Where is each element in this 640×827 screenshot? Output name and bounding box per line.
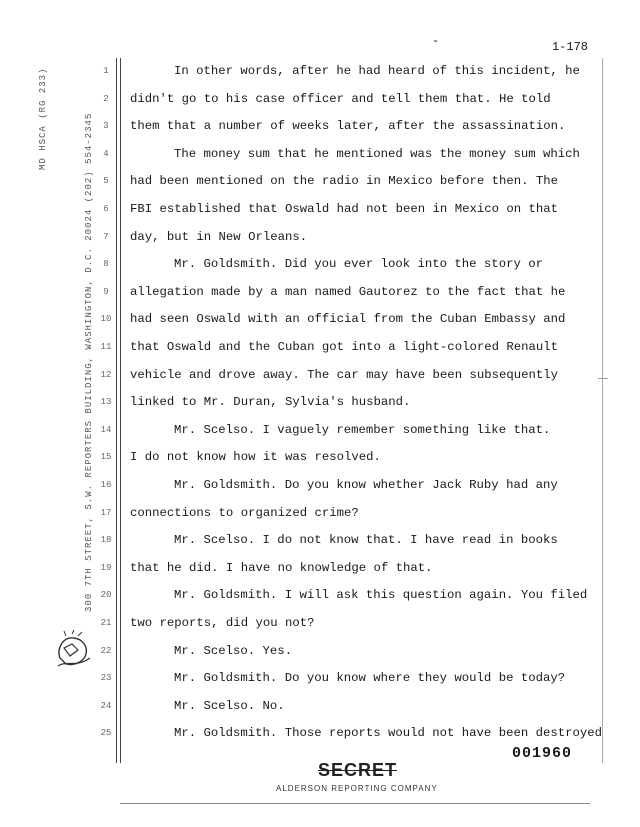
- line-number: 12: [100, 369, 112, 380]
- line-number: 11: [100, 342, 112, 352]
- transcript-line: [0, 174, 640, 200]
- page-number: 1-178: [551, 40, 588, 54]
- line-text: day, but in New Orleans.: [130, 229, 308, 244]
- transcript-line: [0, 257, 640, 283]
- line-number: 19: [100, 562, 112, 573]
- transcript-line: [0, 644, 640, 670]
- transcript-line: [0, 285, 640, 311]
- line-number: 15: [100, 452, 112, 463]
- line-number: 22: [100, 645, 112, 656]
- line-text: had been mentioned on the radio in Mexico before then. The: [130, 174, 559, 189]
- transcript-line: [0, 561, 640, 587]
- transcript-line: [0, 533, 640, 559]
- transcript-line: [0, 616, 640, 642]
- line-number: 16: [100, 480, 112, 490]
- line-number: 3: [103, 121, 109, 132]
- line-number: 2: [103, 93, 109, 104]
- margin-reporter-address: 300 7TH STREET, S.W. REPORTERS BUILDING, WASHINGTON, D.C. 20024 (202) 554-2345: [84, 112, 94, 612]
- line-number: 8: [103, 259, 109, 270]
- line-text: Mr. Goldsmith. Do you know whether Jack Ruby had any: [174, 478, 558, 492]
- line-text: Mr. Scelso. No.: [174, 698, 285, 713]
- transcript-line: [0, 395, 640, 421]
- reporting-company: ALDERSON REPORTING COMPANY: [276, 784, 438, 793]
- line-number: 21: [100, 618, 112, 628]
- transcript-line: [0, 450, 640, 476]
- line-text: that Oswald and the Cuban got into a light-colored Renault: [130, 340, 559, 354]
- transcript-line: [0, 506, 640, 532]
- line-text: FBI established that Oswald had not been in Mexico on that: [130, 202, 559, 216]
- transcript-line: [0, 368, 640, 394]
- line-number: 5: [103, 176, 109, 187]
- line-text: didn't go to his case officer and tell them that. He told: [130, 91, 551, 106]
- transcript-line: [0, 423, 640, 449]
- line-number: 18: [100, 535, 112, 546]
- line-number: 24: [100, 700, 112, 711]
- transcript-line: [0, 478, 640, 504]
- line-number: 23: [100, 673, 112, 684]
- line-text: allegation made by a man named Gautorez to the fact that he: [130, 284, 566, 299]
- transcript-line: [0, 147, 640, 173]
- transcript-line: [0, 312, 640, 338]
- line-number: 20: [100, 590, 112, 601]
- transcript-line: [0, 671, 640, 697]
- margin-archive-label: MD HSCA (RG 233): [38, 67, 48, 170]
- transcript-line: [0, 340, 640, 366]
- line-text: Mr. Scelso. Yes.: [174, 643, 293, 658]
- line-number: 10: [100, 314, 112, 325]
- line-text: vehicle and drove away. The car may have been subsequently: [130, 367, 559, 382]
- transcript-line: [0, 64, 640, 90]
- line-number: 6: [103, 204, 109, 214]
- line-number: 14: [100, 424, 112, 435]
- line-text: connections to organized crime?: [130, 505, 359, 520]
- line-number: 1: [103, 66, 109, 76]
- line-text: two reports, did you not?: [130, 616, 315, 630]
- document-number: 001960: [512, 745, 573, 762]
- transcript-line: [0, 588, 640, 614]
- line-text: had seen Oswald with an official from the Cuban Embassy and: [130, 312, 566, 327]
- line-text: The money sum that he mentioned was the money sum which: [174, 146, 580, 161]
- transcript-line: [0, 119, 640, 145]
- line-text: Mr. Scelso. I vaguely remember something like that.: [174, 422, 551, 437]
- line-text: Mr. Goldsmith. Did you ever look into the story or: [174, 257, 543, 272]
- line-number: 17: [100, 507, 112, 518]
- line-number: 7: [103, 231, 109, 242]
- transcript-line: [0, 699, 640, 725]
- line-text: Mr. Scelso. I do not know that. I have read in books: [174, 533, 558, 548]
- line-text: In other words, after he had heard of this incident, he: [174, 64, 580, 78]
- bottom-rule: [120, 803, 590, 804]
- line-number: 4: [103, 148, 109, 159]
- transcript-line: [0, 230, 640, 256]
- line-text: linked to Mr. Duran, Sylvia's husband.: [130, 395, 411, 410]
- line-text: that he did. I have no knowledge of that.: [130, 560, 433, 575]
- line-text: Mr. Goldsmith. I will ask this question again. You filed: [174, 588, 588, 603]
- transcript-line: [0, 202, 640, 228]
- transcript-line: [0, 92, 640, 118]
- header-dash: -: [432, 34, 440, 48]
- seal-emblem-icon: [52, 628, 96, 672]
- line-text: I do not know how it was resolved.: [130, 450, 381, 465]
- line-text: Mr. Goldsmith. Those reports would not have been destroyed: [174, 726, 603, 741]
- line-number: 13: [100, 397, 112, 408]
- line-number: 9: [103, 286, 109, 297]
- line-number: 25: [100, 728, 112, 739]
- line-text: them that a number of weeks later, after the assassination.: [130, 119, 566, 134]
- classification-stamp: SECRET: [318, 760, 398, 780]
- line-text: Mr. Goldsmith. Do you know where they would be today?: [174, 671, 566, 686]
